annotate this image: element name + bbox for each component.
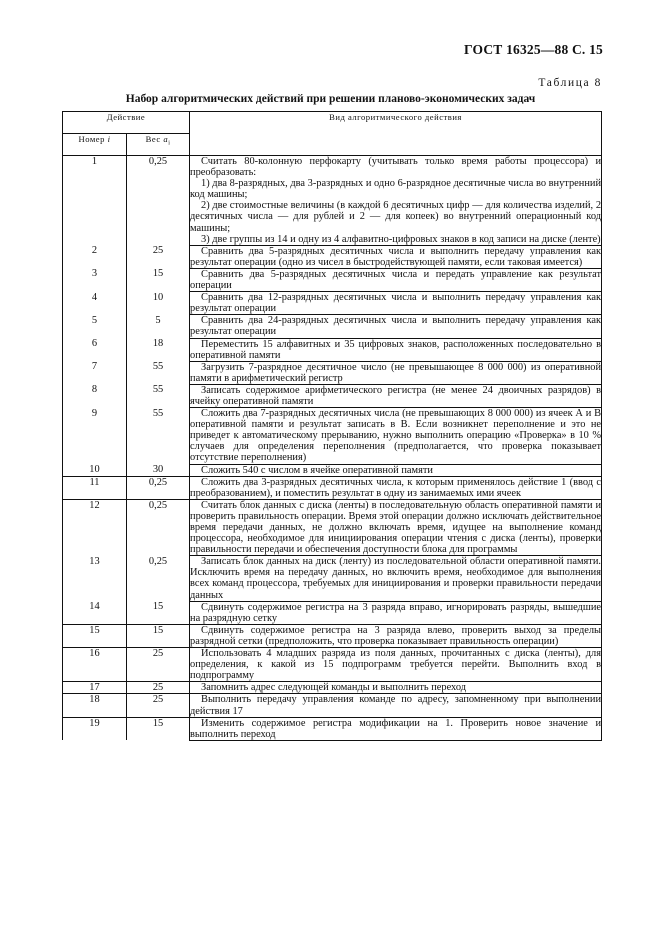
description-text: Сложить два 3-разрядных десятичных числа, к которым применялось действие 1 (ввод с преобразованием), и поместить результат в одну из занимаемых ими ячеек [190,476,602,499]
table-row [63,338,602,361]
description-text: Сдвинуть содержимое регистра на 3 разряда вправо, игнорировать разряды, вышедшие на разрядную сетку [190,601,602,624]
row-description [190,682,602,694]
row-description [190,648,602,682]
table-row [63,601,602,624]
row-weight: 0,25 [127,156,190,246]
table-row [63,268,602,291]
table-row [63,694,602,717]
row-number: 16 [63,648,127,682]
row-description [190,384,602,407]
row-number: 1 [63,156,127,246]
row-description [190,292,602,315]
row-description [190,315,602,338]
row-number: 11 [63,476,127,499]
row-weight: 10 [127,292,190,315]
row-description [190,268,602,291]
row-weight: 5 [127,315,190,338]
row-number: 5 [63,315,127,338]
row-weight: 55 [127,408,190,464]
description-text: Загрузить 7-разрядное десятичное число (не превышающее 8 000 000) из оперативной памяти в арифметический регистр [190,361,602,384]
table-title: Набор алгоритмических действий при решении планово-экономических задач [125,93,536,105]
number-header-index: i [107,134,111,144]
row-number: 9 [63,408,127,464]
algorithmic-actions-table [62,111,602,741]
row-weight: 30 [127,464,190,476]
row-description [190,464,602,476]
table-row [63,464,602,476]
row-number: 3 [63,268,127,291]
table-row [63,315,602,338]
row-number: 13 [63,556,127,601]
row-number: 2 [63,245,127,268]
table-row [63,682,602,694]
row-weight: 0,25 [127,499,190,555]
description-text: Сложить два 7-разрядных десятичных числа (не превышающих 8 000 000) из ячеек А и В оперативной памяти и результат записать в В. Если возникнет переполнение и это не приведет к автоматическому прерыванию, нужно выполнить операцию «Проверка» в 10 % случаев для определения переполнения (предполагается, что проверка показывает отсутствие переполнения) [190,408,602,464]
row-weight: 18 [127,338,190,361]
row-description [190,717,602,740]
description-text: Считать 80-колонную перфокарту (учитывать только время работы процессора) и преобразовать: [190,156,602,179]
row-weight: 15 [127,717,190,740]
document-reference: ГОСТ 16325—88 С. 15 [464,42,603,57]
description-text: Выполнить передачу управления команде по адресу, запомненному при выполнении действия 17 [190,694,602,717]
row-weight: 15 [127,268,190,291]
row-weight: 55 [127,384,190,407]
table-row [63,408,602,464]
table-row [63,361,602,384]
column-header-weight [127,134,190,156]
column-header-kind: Вид алгоритмического действия [190,112,602,156]
description-subitem: 1) два 8-разрядных, два 3-разрядных и одно 6-разрядное десятичные числа во внутренний код машины; [190,178,602,201]
table-row [63,556,602,601]
row-description [190,156,602,246]
table-row [63,476,602,499]
row-weight: 15 [127,624,190,647]
row-number: 4 [63,292,127,315]
weight-header-subscript: i [168,140,171,147]
row-description [190,408,602,464]
table-row [63,648,602,682]
description-text: Сравнить два 24-разрядных десятичных числа и выполнить передачу управления как результат операции [190,315,602,338]
row-number: 6 [63,338,127,361]
row-description [190,624,602,647]
row-number: 17 [63,682,127,694]
table-row [63,156,602,246]
column-group-action: Действие [63,112,190,134]
row-number: 7 [63,361,127,384]
description-text: Сдвинуть содержимое регистра на 3 разряда влево, проверить выход за пределы разрядной сетки (предположить, что проверка показывает правильность операции) [190,624,602,647]
table-label: Таблица 8 [538,77,602,89]
row-weight: 55 [127,361,190,384]
description-text: Сложить 540 с числом в ячейке оперативной памяти [201,464,433,476]
description-text: Использовать 4 младших разряда из поля данных, прочитанных с диска (ленты), для определения, к какой из 15 подпрограмм требуется перейти. Выполнить вход в подпрограмму [190,648,602,682]
weight-header-text: Вес a [145,134,169,144]
row-weight: 15 [127,601,190,624]
description-text: Сравнить два 12-разрядных десятичных числа и выполнить передачу управления как результат операции [190,292,602,315]
description-text: Сравнить два 5-разрядных десятичных числа и выполнить передачу управления как результат операции (одно из чисел в быстродействующей памяти, если таковая имеется) [190,245,602,268]
table-row [63,384,602,407]
description-text: Записать содержимое арифметического регистра (не менее 24 двоичных разрядов) в ячейку оперативной памяти [190,384,602,407]
row-number: 14 [63,601,127,624]
table-row [63,717,602,740]
row-number: 10 [63,464,127,476]
row-weight: 25 [127,245,190,268]
column-header-number: Номер i [63,134,127,156]
row-weight: 25 [127,682,190,694]
row-description [190,245,602,268]
table-body [63,156,602,741]
row-description [190,556,602,601]
description-subitem: 3) две группы из 14 и одну из 4 алфавитно-цифровых знаков в код записи на диске (ленте) [201,233,601,245]
row-description [190,361,602,384]
description-text: Сравнить два 5-разрядных десятичных числа и передать управление как результат операции [190,268,602,292]
row-number: 12 [63,499,127,555]
description-text: Переместить 15 алфавитных и 35 цифровых знаков, расположенных последовательно в оперативной памяти [190,338,602,361]
table-row [63,499,602,555]
row-number: 19 [63,717,127,740]
description-subitem: 2) две стоимостные величины (в каждой 6 десятичных цифр — для количества изделий, 2 десятичных числа — для рублей и 2 — для копеек) во внутренний операционный код машины; [190,200,602,234]
row-weight: 0,25 [127,476,190,499]
table-row [63,245,602,268]
weight-header-symbol: a [163,134,169,144]
row-description [190,601,602,624]
description-text: Изменить содержимое регистра модификации на 1. Проверить новое значение и выполнить переход [190,717,602,740]
row-number: 15 [63,624,127,647]
row-weight: 25 [127,694,190,717]
row-weight: 0,25 [127,556,190,601]
description-text: Запомнить адрес следующей команды и выполнить переход [201,682,467,694]
table-row [63,624,602,647]
row-number: 8 [63,384,127,407]
row-number: 18 [63,694,127,717]
row-description [190,499,602,555]
row-description [190,694,602,717]
description-text: Записать блок данных на диск (ленту) из последовательной области оперативной памяти. Исключить время на передачу данных, но включить время, необходимое для выполнения всех команд процессора, требуемых для инициирования и проверки правильности передачи данных [190,556,602,601]
row-description [190,476,602,499]
table-row [63,292,602,315]
row-description [190,338,602,361]
description-text: Считать блок данных с диска (ленты) в последовательную область оперативной памяти и проверить правильность операции. Время этой операции должно исключать действительное время передачи данных, не должно включать время, идущее на выполнение команд процессора, необходимое для инициирования операции чтения с диска (ленты), проверки правильности передачи и обеспечения доступности блока для программы [190,499,602,556]
row-weight: 25 [127,648,190,682]
